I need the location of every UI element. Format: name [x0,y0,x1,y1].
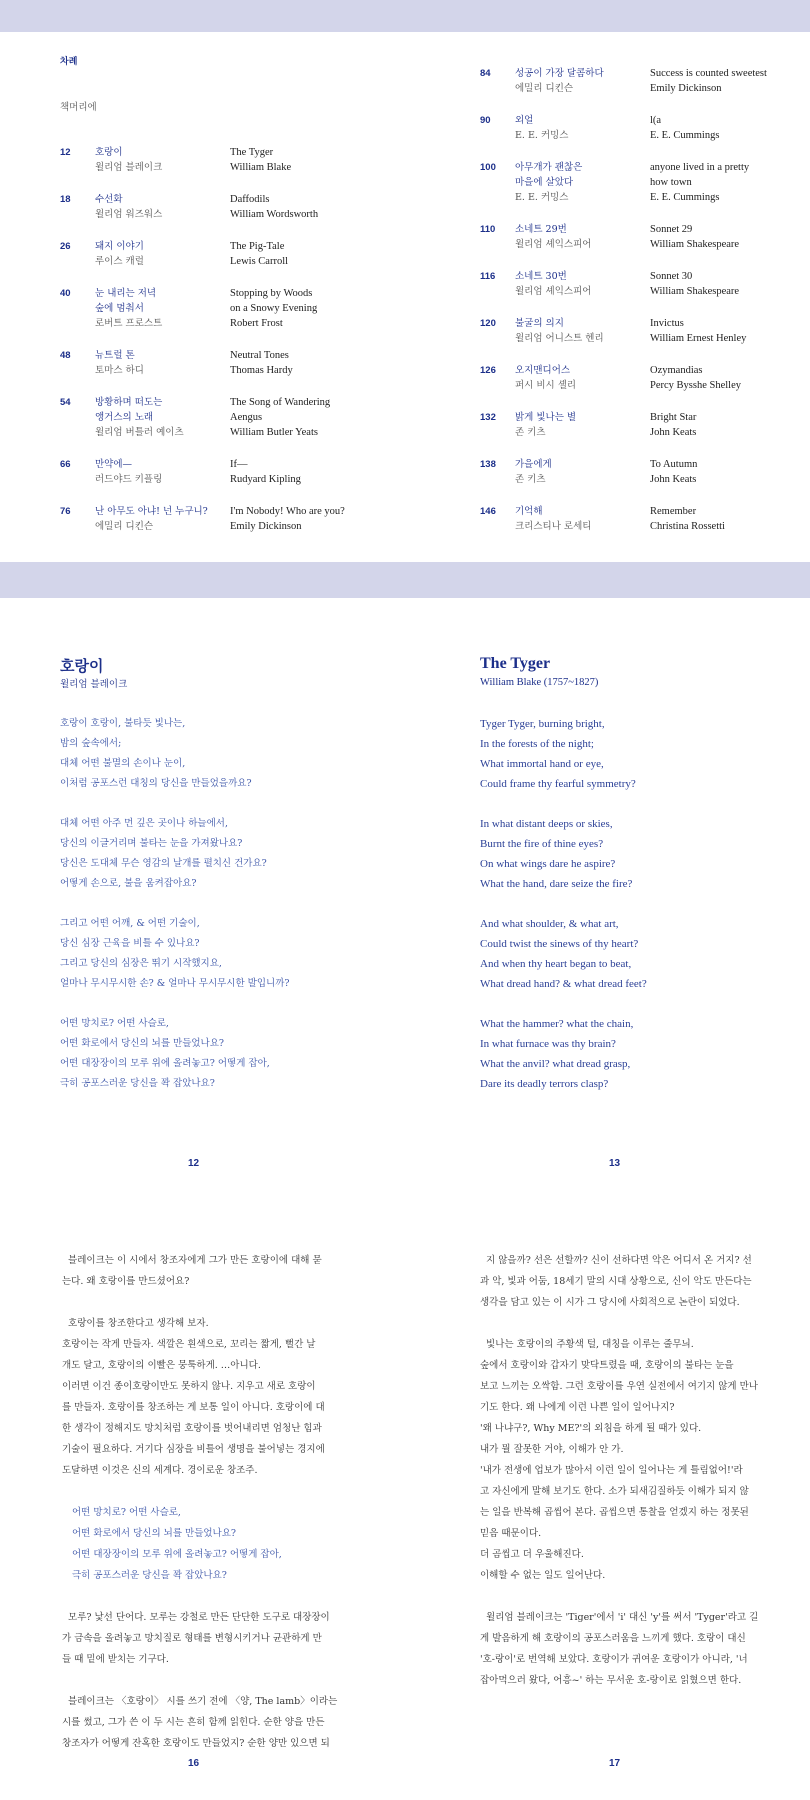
toc-page-number: 116 [480,271,496,282]
toc-english-title [230,348,390,378]
prose-line: 한 생각이 정해지도 망치처럼 호랑이를 벗어내리면 엄청난 힘과 [62,1423,322,1434]
commentary-right-page [480,1250,759,1712]
toc-korean-line: 불굴의 의지 [515,318,564,329]
prose-line: 를 만들자. 호랑이를 창조하는 게 보통 일이 아니다. 호랑이에 대 [62,1402,325,1413]
prose-line: 창조자가 어떻게 잔혹한 호랑이도 만들었지? 순한 양만 있으면 되 [62,1738,330,1749]
toc-korean-title [95,145,225,175]
quote-line: 어떤 화로에서 당신의 뇌를 만들었나요? [72,1528,237,1539]
prose-line: 내가 뭘 잘못한 거야, 이해가 안 가. [480,1444,624,1455]
toc-korean-line: 윌리엄 어니스트 헨리 [515,333,604,344]
toc-english-title [230,239,390,269]
toc-page-number: 84 [480,68,491,79]
toc-page-number: 12 [60,147,71,158]
poem-ko-line: 어떤 대장장이의 모루 위에 올려놓고? 어떻게 잡아, [60,1058,270,1069]
toc-korean-line: 윌리엄 워즈워스 [95,209,163,220]
toc-korean-line: 호랑이 [95,147,123,158]
poem-ko-line: 당신 심장 근육을 비틀 수 있나요? [60,938,200,949]
toc-english-line: To Autumn [650,459,698,470]
toc-english-line: I'm Nobody! Who are you? [230,506,345,517]
poem-title-en: The Tyger [480,655,551,672]
poem-en-line: What dread hand? & what dread feet? [480,978,647,990]
poem-ko-line: 밤의 숲속에서; [60,738,122,749]
poem-en-line: On what wings dare he aspire? [480,858,616,870]
toc-korean-line: 윌리엄 블레이크 [95,162,163,173]
toc-english-line: Neutral Tones [230,350,289,361]
poem-ko-line: 얼마나 무시무시한 손? & 얼마나 무시무시한 발입니까? [60,978,290,989]
toc-preface: 책머리에 [60,102,97,113]
poem-en-line: What the hammer? what the chain, [480,1018,634,1030]
prose-line: 는 일을 반복해 곱씹어 본다. 곱씹으면 통찰을 얻겠지 하는 정못된 [480,1507,749,1518]
quote-line: 극히 공포스러운 당신을 꽉 잡았나요? [72,1570,227,1581]
poem-ko-line: 당신은 도대체 무슨 영감의 날개를 펼치신 건가요? [60,858,267,869]
poem-en-line: In what distant deeps or skies, [480,818,613,830]
quote-line: 어떤 망치로? 어떤 사슬로, [72,1507,181,1518]
toc-korean-line: 퍼시 비시 셸리 [515,380,577,391]
prose-line: 블레이크는 이 시에서 창조자에게 그가 만든 호랑이에 대해 묻 [62,1255,322,1266]
poem-en-line: Tyger Tyger, burning bright, [480,718,605,730]
toc-english-line: Aengus [230,412,263,423]
toc-korean-line: 가을에게 [515,459,552,470]
toc-english-title [650,504,810,534]
prose-line: 더 곰씹고 더 우울해진다. [480,1549,584,1560]
toc-korean-line: 난 아무도 아냐! 넌 누구니? [95,506,208,517]
toc-korean-title [95,348,225,378]
poem-en-line: In what furnace was thy brain? [480,1038,616,1050]
toc-korean-line: 러드야드 키플링 [95,474,163,485]
prose-line: 모루? 낯선 단어다. 모루는 강철로 만든 단단한 도구로 대장장이 [62,1612,330,1623]
poem-ko-line: 대체 어떤 불멸의 손이나 눈이, [60,758,186,769]
toc-english-title [650,363,810,393]
toc-korean-line: 소네트 30번 [515,271,567,282]
toc-english-line: The Song of Wandering [230,397,331,408]
toc-english-title [650,316,810,346]
prose-line: 잡아먹으러 왔다, 어흥~' 하는 무서운 호-랑이로 읽혔으면 한다. [480,1675,742,1686]
toc-korean-line: 만약에— [95,459,133,470]
toc-korean-title [515,113,645,143]
toc-korean-line: 소네트 29번 [515,224,567,235]
poem-ko-line: 그리고 어떤 어깨, & 어떤 기술이, [60,918,200,929]
toc-english-title [650,66,810,96]
poem-en-line: Burnt the fire of thine eyes? [480,838,604,850]
toc-korean-line: 크리스티나 로세티 [515,521,592,532]
toc-english-line: William Shakespeare [650,286,740,297]
poem-ko-stanza [60,914,400,994]
prose-line: 윌리엄 블레이크는 'Tiger'에서 'i' 대신 'y'를 써서 'Tyger'라고 길 [480,1612,759,1623]
toc-korean-line: 방황하며 떠도는 [95,397,163,408]
poem-author-ko: 윌리엄 블레이크 [60,679,128,690]
toc-korean-title [95,192,225,222]
toc-korean-title [95,504,225,534]
prose-line: 기도 한다. 왜 나에게 이런 나쁜 일이 일어나지? [480,1402,675,1413]
toc-english-line: William Shakespeare [650,239,740,250]
toc-heading: 차례 [60,56,78,66]
poem-en-line: Could frame thy fearful symmetry? [480,778,636,790]
prose-line: 개도 달고, 호랑이의 이빨은 뭉툭하게. …아니다. [62,1360,261,1371]
toc-page-number: 66 [60,459,71,470]
toc-korean-title [515,269,645,299]
poem-ko-line: 호랑이 호랑이, 불타듯 빛나는, [60,718,186,729]
toc-page-number: 18 [60,194,71,205]
poem-ko-line: 극히 공포스러운 당신을 꽉 잡았나요? [60,1078,215,1089]
middle-band [0,562,810,598]
poem-title-ko: 호랑이 [60,657,104,675]
toc-korean-line: 수선화 [95,194,123,205]
prose-line: 게 발음하게 해 호랑이의 공포스러움을 느끼게 했다. 호랑이 대신 [480,1633,746,1644]
toc-page-number: 48 [60,350,71,361]
toc-page-number: 138 [480,459,496,470]
page-number-17: 17 [609,1758,621,1769]
poem-english-text [480,714,780,1114]
poem-en-line: Dare its deadly terrors clasp? [480,1078,609,1090]
page-number-16: 16 [188,1758,200,1769]
toc-english-title [650,269,810,299]
prose-line: 고 자신에게 말해 보기도 한다. 소가 되새김질하듯 이해가 되지 않 [480,1486,749,1497]
toc-page-number: 146 [480,506,496,517]
toc-english-line: Percy Bysshe Shelley [650,380,741,391]
toc-english-line: Invictus [650,318,684,329]
toc-korean-title [515,457,645,487]
toc-page-number: 132 [480,412,496,423]
prose-line: 시를 썼고, 그가 쓴 이 두 시는 흔히 함께 읽힌다. 순한 양을 만든 [62,1717,325,1728]
toc-korean-title [95,286,225,331]
poem-en-line: What the hand, dare seize the fire? [480,878,633,890]
toc-english-title [230,192,390,222]
poem-ko-line: 대체 어떤 아주 먼 깊은 곳이나 하늘에서, [60,818,228,829]
toc-korean-line: 뉴트럴 톤 [95,350,135,361]
toc-page-number: 40 [60,288,71,299]
prose-line: '왜 나냐구?, Why ME?'의 외침을 하게 될 때가 있다. [480,1423,702,1434]
toc-korean-line: 밝게 빛나는 별 [515,412,577,423]
poem-ko-stanza [60,714,400,794]
prose-line: '호-랑이'로 번역해 보았다. 호랑이가 귀여운 호랑이가 아니라, '너 [480,1654,748,1665]
prose-line: 과 악, 빛과 어둠, 18세기 말의 시대 상황으로, 신이 악도 만든다는 [480,1276,752,1287]
poem-en-line: Could twist the sinews of thy heart? [480,938,639,950]
prose-line: 들 때 밑에 받치는 기구다. [62,1654,169,1665]
poem-en-stanza [480,914,780,994]
toc-page-number: 90 [480,115,491,126]
prose-line: 생각을 담고 있는 이 시가 그 당시에 사회적으로 논란이 되었다. [480,1297,740,1308]
toc-english-title [650,160,810,205]
toc-english-title [230,286,390,331]
toc-english-title [230,145,390,175]
toc-korean-title [515,363,645,393]
poem-ko-line: 그리고 당신의 심장은 뛰기 시작했지요, [60,958,222,969]
toc-english-title [650,113,810,143]
toc-korean-title [515,504,645,534]
toc-english-line: anyone lived in a pretty [650,162,750,173]
toc-english-line: Stopping by Woods [230,288,313,299]
toc-english-line: The Tyger [230,147,274,158]
toc-english-title [650,410,810,440]
toc-page-number: 76 [60,506,71,517]
poem-ko-line: 어떤 화로에서 당신의 뇌를 만들었나요? [60,1038,225,1049]
toc-korean-title [95,395,225,440]
commentary-left-page [62,1250,338,1775]
toc-korean-line: 존 키츠 [515,474,546,485]
toc-english-line: William Blake [230,162,292,173]
toc-korean-line: 에밀리 디킨슨 [95,521,154,532]
quote-line: 어떤 대장장이의 모루 위에 올려놓고? 어떻게 잡아, [72,1549,282,1560]
toc-page-number: 120 [480,318,496,329]
prose-line: 호랑이를 창조한다고 생각해 보자. [62,1318,209,1329]
prose-line: 이러면 이건 종이호랑이만도 못하지 않나. 지우고 새로 호랑이 [62,1381,316,1392]
poem-en-stanza [480,1014,780,1094]
poem-author-en: William Blake (1757~1827) [480,677,599,688]
top-band [0,0,810,32]
toc-english-line: E. E. Cummings [650,192,720,203]
toc-korean-title [515,222,645,252]
toc-english-line: The Pig-Tale [230,241,285,252]
toc-english-line: William Ernest Henley [650,333,747,344]
page-number-12: 12 [188,1158,200,1169]
toc-page-number: 54 [60,397,71,408]
toc-english-title [230,504,390,534]
prose-line: '내가 전생에 업보가 많아서 이런 일이 일어나는 게 틀림없어!'라 [480,1465,743,1476]
prose-line: 호랑이는 작게 만들자. 색깔은 흰색으로, 꼬리는 짧게, 뻘간 날 [62,1339,316,1350]
toc-korean-line: 로버트 프로스트 [95,318,163,329]
paragraph-gap [480,1586,752,1607]
toc-english-title [650,222,810,252]
toc-english-line: Thomas Hardy [230,365,293,376]
toc-korean-line: 기억해 [515,506,543,517]
poem-ko-stanza [60,814,400,894]
poem-ko-line: 당신의 이글거리며 불타는 눈을 가져왔나요? [60,838,243,849]
prose-line: 빛나는 호랑이의 주황색 털, 대칭을 이루는 줄무늬. [480,1339,694,1350]
toc-korean-title [515,160,645,205]
toc-english-line: William Wordsworth [230,209,319,220]
paragraph-gap [62,1670,334,1691]
toc-english-line: William Butler Yeats [230,427,318,438]
poem-ko-line: 이처럼 공포스런 대칭의 당신을 만들었을까요? [60,778,252,789]
toc-korean-line: 앵거스의 노래 [95,412,154,423]
toc-korean-line: 에밀리 디킨슨 [515,83,574,94]
toc-page-number: 26 [60,241,71,252]
toc-korean-line: E. E. 커밍스 [515,130,569,141]
toc-korean-line: 외얼 [515,115,534,126]
poem-en-line: What the anvil? what dread grasp, [480,1058,631,1070]
paragraph-gap [62,1292,334,1313]
toc-korean-line: 눈 내리는 저녁 [95,288,157,299]
toc-korean-line: 마을에 살았다 [515,177,574,188]
toc-english-line: how town [650,177,692,188]
prose-line: 가 금속을 올려놓고 망치질로 형태를 변형시키거나 균관하게 만 [62,1633,322,1644]
toc-english-line: Daffodils [230,194,270,205]
toc-korean-line: 오지맨디어스 [515,365,571,376]
toc-english-line: John Keats [650,427,697,438]
toc-korean-line: 돼지 이야기 [95,241,144,252]
toc-page-number: 110 [480,224,496,235]
toc-korean-line: 루이스 캐럴 [95,256,144,267]
prose-line: 블레이크는 〈호랑이〉 시를 쓰기 전에 〈양, The lamb〉이라는 [62,1696,338,1707]
toc-english-line: l(a [650,115,662,126]
toc-english-line: Robert Frost [230,318,283,329]
poem-en-stanza [480,814,780,894]
toc-english-line: Lewis Carroll [230,256,289,267]
toc-english-line: on a Snowy Evening [230,303,318,314]
toc-korean-line: 존 키츠 [515,427,546,438]
toc-page-number: 126 [480,365,496,376]
toc-korean-line: 윌리엄 버틀러 예이츠 [95,427,184,438]
toc-korean-line: 숲에 멈춰서 [95,303,144,314]
toc-korean-line: E. E. 커밍스 [515,192,569,203]
toc-korean-line: 성공이 가장 달콤하다 [515,68,604,79]
toc-korean-title [515,66,645,96]
poem-korean-text [60,714,400,1114]
toc-english-line: Sonnet 30 [650,271,693,282]
page-number-13: 13 [609,1158,621,1169]
toc-korean-line: 윌리엄 셰익스피어 [515,239,592,250]
toc-english-line: Sonnet 29 [650,224,693,235]
poem-ko-line: 어떤 망치로? 어떤 사슬로, [60,1018,169,1029]
prose-line: 는다. 왜 호랑이를 만드셨어요? [62,1276,190,1287]
prose-line: 도달하면 이것은 신의 세계다. 경이로운 창조주. [62,1465,258,1476]
toc-english-line: Rudyard Kipling [230,474,301,485]
poem-en-line: And what shoulder, & what art, [480,918,619,930]
toc-page-number: 100 [480,162,496,173]
prose-line: 믿음 때문이다. [480,1528,542,1539]
toc-english-line: If— [230,459,248,470]
toc-korean-title [95,457,225,487]
quoted-stanza [62,1502,334,1586]
poem-en-stanza [480,714,780,794]
toc-english-title [230,395,390,440]
poem-en-line: In the forests of the night; [480,738,594,750]
toc-english-title [230,457,390,487]
paragraph-gap [62,1586,334,1607]
paragraph-gap [480,1691,752,1712]
toc-korean-line: 토마스 하디 [95,365,144,376]
toc-english-line: Remember [650,506,697,517]
toc-english-line: Emily Dickinson [650,83,722,94]
prose-line: 이해할 수 없는 일도 일어난다. [480,1570,606,1581]
toc-english-line: Ozymandias [650,365,703,376]
paragraph-gap [480,1313,752,1334]
paragraph-gap [62,1481,334,1502]
prose-line: 기술이 필요하다. 거기다 심장을 비틀어 생명을 불어넣는 경지에 [62,1444,325,1455]
toc-korean-title [515,410,645,440]
toc-english-line: Christina Rossetti [650,521,725,532]
toc-english-line: Bright Star [650,412,697,423]
toc-korean-line: 윌리엄 셰익스피어 [515,286,592,297]
toc-english-line: Success is counted sweetest [650,68,767,79]
toc-korean-line: 아무개가 괜찮은 [515,162,583,173]
toc-korean-title [515,316,645,346]
toc-english-title [650,457,810,487]
poem-ko-stanza [60,1014,400,1094]
poem-en-line: And when thy heart began to beat, [480,958,632,970]
prose-line: 지 않을까? 선은 선할까? 신이 선하다면 악은 어디서 온 거지? 선 [480,1255,752,1266]
prose-line: 보고 느끼는 오싹함. 그런 호랑이를 우연 실전에서 여기지 않게 만나 [480,1381,758,1392]
toc-english-line: John Keats [650,474,697,485]
prose-line: 숲에서 호랑이와 갑자기 맞닥트렸을 때, 호랑이의 불타는 눈을 [480,1360,734,1371]
toc-korean-title [95,239,225,269]
toc-english-line: E. E. Cummings [650,130,720,141]
toc-english-line: Emily Dickinson [230,521,302,532]
poem-ko-line: 어떻게 손으로, 불을 움켜잡아요? [60,878,197,889]
poem-en-line: What immortal hand or eye, [480,758,604,770]
